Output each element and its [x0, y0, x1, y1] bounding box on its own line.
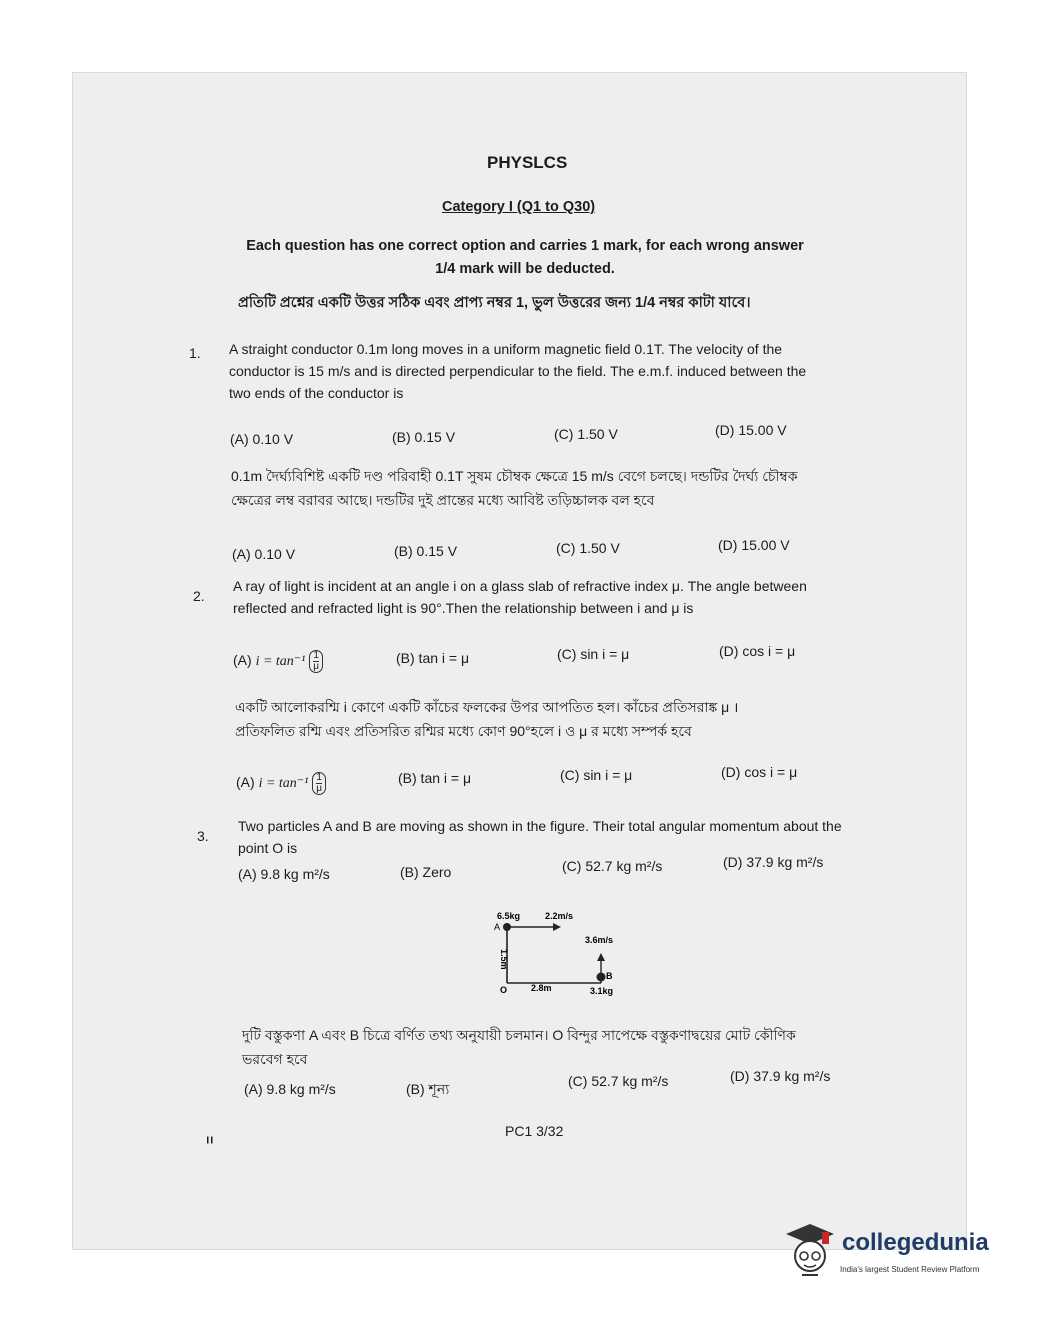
q2-option-c: (C) sin i = μ	[557, 646, 630, 662]
cap-tassel	[822, 1232, 829, 1244]
question-2-bengali-line: একটি আলোকরশ্মি i কোণে একটি কাঁচের ফলকের উপর আপতিত হল। কাঁচের প্রতিসরাঙ্ক μ ।	[235, 699, 739, 715]
q2-bn-option-a-fraction	[312, 772, 326, 795]
question-3-bengali	[242, 1023, 882, 1071]
mass-a-label: 6.5kg	[497, 911, 521, 921]
category-heading: Category I (Q1 to Q30)	[442, 199, 596, 215]
question-1-number: 1.	[189, 345, 201, 361]
q2-bn-option-a-label: (A)	[236, 774, 255, 791]
question-2-number: 2.	[193, 588, 205, 604]
q3-option-d: (D) 37.9 kg m²/s	[723, 854, 824, 870]
q1-bn-option-d: (D) 15.00 V	[718, 537, 790, 553]
instruction-line-2: 1/4 mark will be deducted.	[435, 261, 615, 277]
q2-bn-option-a	[236, 772, 326, 795]
momentum-figure	[485, 905, 635, 1000]
question-3-text	[238, 815, 873, 859]
q1-option-c: (C) 1.50 V	[554, 426, 618, 442]
fraction-denominator: μ	[313, 661, 320, 672]
q3-bn-option-b: (B) শূন্য	[406, 1081, 450, 1097]
question-1-line: A straight conductor 0.1m long moves in a uniform magnetic field 0.1T. The velocity of the	[229, 341, 783, 357]
question-2-line: A ray of light is incident at an angle i on a glass slab of refractive index μ. The angle between	[233, 578, 807, 594]
q2-option-b: (B) tan i = μ	[396, 650, 470, 666]
fraction-denominator: μ	[316, 783, 323, 794]
question-1-bengali-line: ক্ষেত্রের লম্ব বরাবর আছে। দন্ডটির দুই প্রান্তের মধ্যে আবিষ্ট তড়িচ্চালক বল হবে	[231, 492, 655, 508]
question-3-line: Two particles A and B are moving as shown in the figure. Their total angular momentum about the	[238, 818, 842, 834]
q1-bn-option-a: (A) 0.10 V	[232, 546, 296, 562]
q2-option-a-label: (A)	[233, 652, 252, 669]
q2-bn-option-c: (C) sin i = μ	[560, 767, 633, 783]
fraction-numerator: 1	[313, 650, 319, 661]
q1-option-d: (D) 15.00 V	[715, 422, 787, 438]
instruction-line-1: Each question has one correct option and carries 1 mark, for each wrong answer	[246, 238, 804, 254]
margin-mark: =	[202, 1135, 219, 1145]
question-3-number: 3.	[197, 828, 209, 844]
question-2-bengali-line: প্রতিফলিত রশ্মি এবং প্রতিসরিত রশ্মির মধ্যে কোণ 90°হলে i ও μ র মধ্যে সম্পর্ক হবে	[235, 723, 692, 739]
particle-b	[597, 973, 606, 982]
q2-option-a	[233, 650, 323, 673]
instructions	[230, 235, 820, 281]
particle-a	[503, 923, 511, 931]
mass-b-label: 3.1kg	[590, 986, 614, 996]
q2-bn-option-a-expr: i = tan⁻¹	[258, 776, 309, 792]
arrow-up-icon	[597, 953, 605, 961]
q1-bn-option-b: (B) 0.15 V	[394, 543, 458, 559]
question-1-line: two ends of the conductor is	[229, 385, 404, 401]
velocity-a-label: 2.2m/s	[545, 911, 574, 921]
question-3-bengali-line: দুটি বস্তুকণা A এবং B চিত্রে বর্ণিত তথ্য অনুযায়ী চলমান। O বিন্দুর সাপেক্ষে বস্তুকণাদ্বয়ের মোট কৌণিক	[242, 1027, 796, 1043]
question-3-line: point O is	[238, 840, 298, 856]
q1-option-b: (B) 0.15 V	[392, 429, 456, 445]
question-1-bengali	[231, 464, 871, 512]
collegedunia-logo-icon	[782, 1218, 838, 1280]
question-1-bengali-line: 0.1m দৈর্ঘ্যবিশিষ্ট একটি দণ্ড পরিবাহী 0.1T সুষম চৌম্বক ক্ষেত্রে 15 m/s বেগে চলছে। দন্ডটির দৈর্ঘ্য চৌম্বক	[231, 468, 798, 484]
q2-bn-option-d: (D) cos i = μ	[721, 764, 798, 780]
particle-b-label: B	[606, 971, 613, 981]
q1-option-a: (A) 0.10 V	[230, 431, 294, 447]
q3-bn-option-a: (A) 9.8 kg m²/s	[244, 1081, 336, 1097]
question-1-text	[229, 338, 864, 404]
q3-option-a: (A) 9.8 kg m²/s	[238, 866, 330, 882]
q2-bn-option-b: (B) tan i = μ	[398, 770, 472, 786]
page-number: PC1 3/32	[505, 1123, 564, 1139]
particle-a-label: A	[494, 922, 501, 932]
q3-bn-option-c: (C) 52.7 kg m²/s	[568, 1073, 669, 1089]
question-1-line: conductor is 15 m/s and is directed perpendicular to the field. The e.m.f. induced between the	[229, 363, 807, 379]
question-3-bengali-line: ভরবেগ হবে	[242, 1051, 308, 1067]
q2-option-a-fraction	[309, 650, 323, 673]
fraction-numerator: 1	[316, 772, 322, 783]
origin-label: O	[500, 985, 508, 995]
question-2-line: reflected and refracted light is 90°.Then the relationship between i and μ is	[233, 600, 694, 616]
brand-tagline: India's largest Student Review Platform	[840, 1265, 980, 1274]
instruction-bengali: প্রতিটি প্রশ্নের একটি উত্তর সঠিক এবং প্রাপ্য নম্বর 1, ভুল উত্তরের জন্য 1/4 নম্বর কাটা যাবে।	[238, 295, 751, 311]
question-2-text	[233, 575, 868, 619]
distance-x-label: 2.8m	[531, 983, 552, 993]
distance-y-label: 1.5m	[499, 949, 509, 970]
q1-bn-option-c: (C) 1.50 V	[556, 540, 620, 556]
question-2-bengali	[235, 695, 875, 743]
page-title: PHYSLCS	[487, 153, 568, 172]
velocity-b-label: 3.6m/s	[585, 935, 614, 945]
q3-option-b: (B) Zero	[400, 864, 452, 880]
arrow-right-icon	[553, 923, 561, 931]
q2-option-d: (D) cos i = μ	[719, 643, 796, 659]
q3-option-c: (C) 52.7 kg m²/s	[562, 858, 663, 874]
brand-name: collegedunia	[842, 1229, 989, 1256]
q2-option-a-expr: i = tan⁻¹	[255, 654, 306, 670]
q3-bn-option-d: (D) 37.9 kg m²/s	[730, 1068, 831, 1084]
